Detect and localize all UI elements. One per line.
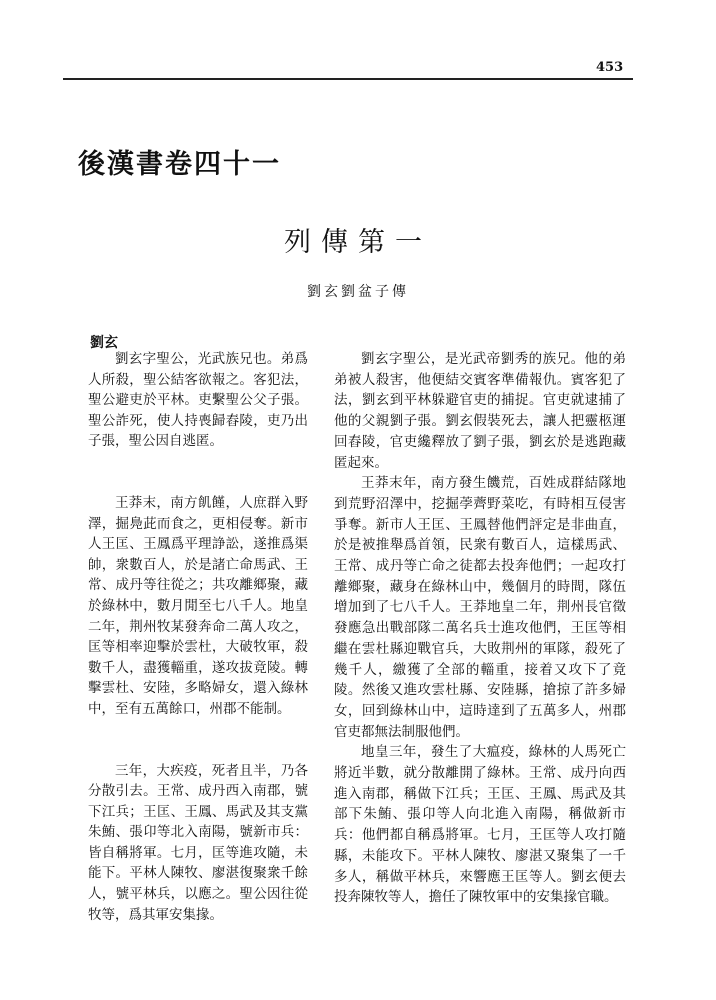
header-rule (63, 78, 633, 80)
modern-translation-column (334, 349, 626, 908)
classical-paragraph: 王莽末，南方飢饉，人庶群入野澤，掘鳧茈而食之，更相侵奪。新市人王匡、王鳳爲平理諍訟，遂推爲渠帥，衆數百人，於是諸亡命馬武、王常、成丹等往從之；共攻離鄉聚，藏於綠林中，數月閒至七八千人。地皇二年，荆州牧某發奔命二萬人攻之，匡等相率迎擊於雲杜，大破牧軍，殺數千人，盡獲輜重，遂攻拔竟陵。轉擊雲杜、安陸，多略婦女，還入綠林中，至有五萬餘口，州郡不能制。 (88, 494, 308, 717)
classical-paragraph: 三年，大疾疫，死者且半，乃各分散引去。王常、成丹西入南郡，號下江兵；王匡、王鳳、馬武及其支黨朱鮪、張卬等北入南陽，號新市兵：皆自稱將軍。七月，匡等進攻隨，未能下。平林人陳牧、廖湛復聚衆千餘人，號平林兵，以應之。聖公因往從牧等，爲其軍安集掾。 (88, 762, 308, 923)
book-title: 後漢書卷四十一 (78, 149, 281, 180)
section-heading: 劉玄 (90, 335, 118, 351)
modern-paragraph: 王莽末年，南方發生饑荒，百姓成群結隊地到荒野沼澤中，挖掘荸薺野菜吃，有時相互侵害爭奪。新市人王匡、王鳳替他們評定是非曲直，於是被推舉爲首領，民衆有數百人，這樣馬武、王常、成丹等亡命之徒都去投奔他們；一起攻打離鄉聚，藏身在綠林山中，幾個月的時間，隊伍增加到了七八千人。王莽地皇二年，荆州長官徵發應急出戰部隊二萬名兵士進攻他們，王匡等相繼在雲杜縣迎戰官兵，大敗荆州的軍隊，殺死了幾千人，繳獲了全部的輜重，接着又攻下了竟陵。然後又進攻雲杜縣、安陸縣，搶掠了許多婦女，回到綠林山中，這時達到了五萬多人，州郡官吏都無法制服他們。 (334, 475, 626, 740)
modern-paragraph: 劉玄字聖公，是光武帝劉秀的族兄。他的弟弟被人殺害，他便結交賓客準備報仇。賓客犯了法，劉玄到平林躲避官吏的捕捉。官吏就逮捕了他的父親劉子張。劉玄假裝死去，讓人把靈柩運回舂陵，官吏纔釋放了劉子張，劉玄於是逃跑藏匿起來。 (334, 351, 626, 471)
classical-text-column (88, 349, 308, 925)
page-number: 453 (596, 60, 624, 75)
classical-paragraph: 劉玄字聖公，光武族兄也。弟爲人所殺，聖公結客欲報之。客犯法，聖公避吏於平林。吏繫聖公父子張。聖公詐死，使人持喪歸舂陵，吏乃出子張，聖公因自逃匿。 (88, 351, 308, 450)
modern-paragraph: 地皇三年，發生了大瘟疫，綠林的人馬死亡將近半數，就分散離開了綠林。王常、成丹向西進入南郡，稱做下江兵；王匡、王鳳、馬武及其部下朱鮪、張卬等人向北進入南陽，稱做新市兵：他們都自稱爲將軍。七月，王匡等人攻打隨縣，未能攻下。平林人陳牧、廖湛又聚集了一千多人，稱做平林兵，來響應王匡等人。劉玄便去投奔陳牧等人，擔任了陳牧軍中的安集掾官職。 (334, 744, 626, 906)
biography-title: 劉玄劉盆子傳 (307, 284, 409, 300)
chapter-title: 列傳第一 (284, 227, 432, 258)
